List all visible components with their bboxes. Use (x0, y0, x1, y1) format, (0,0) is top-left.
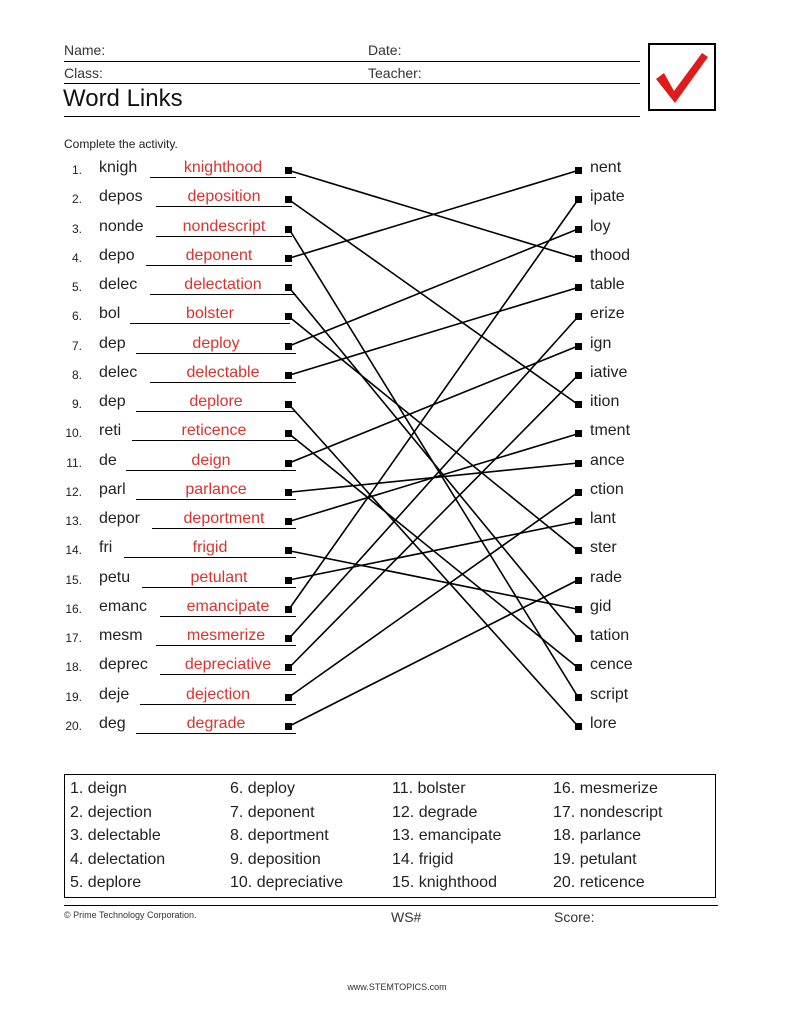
item-number: 18. (65, 660, 82, 675)
right-connector-dot[interactable] (575, 547, 582, 554)
word-bank-entry: 6. deploy (230, 780, 295, 797)
item-stem: depos (99, 188, 143, 206)
right-connector-dot[interactable] (575, 694, 582, 701)
left-connector-dot[interactable] (285, 664, 292, 671)
score-label: Score: (554, 909, 595, 925)
item-number: 16. (65, 601, 82, 616)
link-line (289, 580, 578, 726)
suffix-item: cence (590, 656, 633, 674)
item-number: 1. (71, 163, 82, 177)
word-bank-entry: 15. knighthood (392, 874, 497, 891)
answer-field[interactable]: mesmerize (156, 627, 296, 646)
right-connector-dot[interactable] (575, 606, 582, 613)
item-number: 5. (71, 280, 82, 294)
link-line (289, 522, 578, 581)
item-number: 11. (66, 455, 82, 470)
left-connector-dot[interactable] (285, 518, 292, 525)
left-connector-dot[interactable] (285, 343, 292, 350)
item-stem: nonde (99, 217, 144, 235)
left-connector-dot[interactable] (285, 460, 292, 467)
suffix-item: ster (590, 539, 617, 557)
link-line (289, 405, 578, 727)
word-bank-entry: 9. deposition (230, 850, 321, 868)
left-connector-dot[interactable] (285, 694, 292, 701)
item-number: 12. (65, 484, 82, 499)
left-connector-dot[interactable] (285, 372, 292, 379)
word-bank-entry: 10. depreciative (230, 874, 343, 891)
suffix-item: lore (590, 714, 617, 732)
item-stem: emanc (99, 597, 148, 615)
suffix-item: rade (590, 568, 623, 586)
item-stem: knigh (99, 159, 138, 176)
item-number: 20. (65, 718, 82, 733)
answer-field[interactable]: reticence (132, 422, 296, 441)
suffix-item: ipate (590, 188, 625, 206)
right-connector-dot[interactable] (575, 489, 582, 496)
answer-field[interactable]: dejection (140, 686, 296, 705)
page-title: Word Links (63, 85, 183, 112)
left-connector-dot[interactable] (285, 226, 292, 233)
suffix-item: nent (590, 159, 622, 176)
suffix-item: script (590, 685, 629, 703)
item-stem: de (99, 451, 117, 469)
item-number: 19. (65, 689, 82, 704)
word-bank-entry: 16. mesmerize (553, 780, 658, 797)
left-connector-dot[interactable] (285, 255, 292, 262)
item-stem: bol (99, 305, 121, 323)
link-line (289, 229, 578, 346)
right-connector-dot[interactable] (575, 577, 582, 584)
answer-field[interactable]: depreciative (160, 656, 296, 675)
left-connector-dot[interactable] (285, 547, 292, 554)
item-stem: delec (99, 363, 138, 381)
link-line (289, 200, 578, 405)
class-label: Class: (64, 65, 103, 81)
right-connector-dot[interactable] (575, 372, 582, 379)
word-bank-entry: 2. dejection (70, 803, 152, 821)
answer-field[interactable]: deign (126, 452, 296, 471)
suffix-item: loy (590, 217, 611, 235)
link-line (289, 375, 578, 668)
right-connector-dot[interactable] (575, 723, 582, 730)
suffix-item: ign (590, 334, 612, 352)
item-number: 15. (65, 572, 82, 587)
suffix-item: tation (590, 627, 630, 644)
right-connector-dot[interactable] (575, 167, 582, 174)
answer-field[interactable]: delectable (150, 364, 296, 383)
answer-field[interactable]: bolster (130, 305, 290, 324)
item-stem: parl (99, 480, 126, 498)
suffix-item: lant (590, 510, 616, 527)
item-stem: depor (99, 510, 140, 527)
word-bank-entry: 5. deplore (70, 874, 142, 891)
word-bank-entry: 1. deign (70, 780, 127, 797)
right-connector-dot[interactable] (575, 430, 582, 437)
item-stem: dep (99, 393, 126, 410)
left-connector-dot[interactable] (285, 313, 292, 320)
name-label: Name: (64, 42, 106, 58)
right-connector-dot[interactable] (575, 518, 582, 525)
suffix-item: ition (590, 393, 620, 410)
answer-field[interactable]: deponent (146, 247, 292, 266)
item-number: 17. (65, 631, 82, 645)
suffix-item: erize (590, 305, 625, 323)
word-bank-entry: 8. deportment (230, 827, 329, 844)
suffix-item: ction (590, 480, 624, 498)
left-connector-dot[interactable] (285, 723, 292, 730)
answer-field[interactable]: deploy (136, 335, 296, 354)
instructions: Complete the activity. (64, 137, 178, 151)
teacher-label: Teacher: (368, 65, 422, 81)
item-number: 3. (71, 221, 82, 236)
answer-field[interactable]: emancipate (160, 598, 296, 617)
word-bank-entry: 11. bolster (392, 780, 466, 797)
item-stem: deje (99, 685, 130, 703)
word-bank-entry: 19. petulant (553, 850, 637, 868)
right-connector-dot[interactable] (575, 664, 582, 671)
link-line (289, 317, 578, 639)
item-stem: mesm (99, 627, 143, 644)
answer-field[interactable]: parlance (136, 481, 296, 500)
left-connector-dot[interactable] (285, 167, 292, 174)
word-bank-entry: 12. degrade (392, 803, 478, 821)
item-number: 14. (65, 543, 82, 558)
word-bank-entry: 4. delectation (70, 850, 166, 868)
item-number: 10. (65, 426, 82, 441)
suffix-item: tment (590, 422, 631, 440)
right-connector-dot[interactable] (575, 226, 582, 233)
answer-field[interactable]: deplore (136, 393, 296, 412)
item-stem: deg (99, 714, 126, 732)
answer-field[interactable]: petulant (142, 569, 296, 588)
left-connector-dot[interactable] (285, 430, 292, 437)
item-stem: petu (99, 568, 131, 586)
word-bank-entry: 7. deponent (230, 803, 315, 821)
right-connector-dot[interactable] (575, 313, 582, 320)
left-connector-dot[interactable] (285, 401, 292, 408)
link-line (289, 288, 578, 639)
link-line (289, 317, 578, 551)
answer-field[interactable]: frigid (124, 539, 296, 558)
item-stem: fri (99, 539, 113, 557)
item-stem: delec (99, 276, 138, 293)
left-connector-dot[interactable] (285, 284, 292, 291)
website: www.STEMTOPICS.com (347, 982, 447, 992)
right-connector-dot[interactable] (575, 401, 582, 408)
link-line (289, 551, 578, 610)
word-bank-entry: 13. emancipate (392, 827, 502, 844)
left-connector-dot[interactable] (285, 489, 292, 496)
item-stem: dep (99, 334, 126, 352)
answer-field[interactable]: deposition (156, 188, 292, 207)
item-number: 13. (65, 514, 82, 528)
right-connector-dot[interactable] (575, 284, 582, 291)
left-connector-dot[interactable] (285, 577, 292, 584)
word-bank (64, 774, 716, 898)
right-connector-dot[interactable] (575, 635, 582, 642)
left-connector-dot[interactable] (285, 606, 292, 613)
right-connector-dot[interactable] (575, 460, 582, 467)
word-bank-entry: 17. nondescript (553, 803, 663, 821)
answer-field[interactable]: deportment (152, 510, 296, 529)
suffix-item: thood (590, 246, 631, 264)
item-number: 4. (71, 250, 82, 265)
item-number: 6. (71, 309, 82, 324)
item-number: 7. (71, 338, 82, 353)
suffix-item: table (590, 276, 625, 293)
suffix-item: iative (590, 363, 628, 381)
link-line (289, 200, 578, 610)
word-bank-entry: 20. reticence (553, 874, 645, 891)
answer-field[interactable]: degrade (136, 715, 296, 734)
left-connector-dot[interactable] (285, 635, 292, 642)
left-connector-dot[interactable] (285, 196, 292, 203)
right-connector-dot[interactable] (575, 255, 582, 262)
word-bank-entry: 3. delectable (70, 827, 161, 844)
right-connector-dot[interactable] (575, 343, 582, 350)
item-number: 8. (71, 367, 82, 382)
suffix-item: gid (590, 597, 612, 615)
answer-field[interactable]: delectation (150, 276, 296, 295)
right-connector-dot[interactable] (575, 196, 582, 203)
item-stem: depo (99, 246, 135, 264)
date-label: Date: (368, 42, 402, 58)
item-number: 2. (71, 192, 82, 207)
word-bank-entry: 18. parlance (553, 827, 642, 844)
word-bank-entry: 14. frigid (392, 850, 454, 868)
item-stem: deprec (99, 656, 148, 674)
ws-label: WS# (391, 909, 422, 925)
copyright: © Prime Technology Corporation. (64, 910, 197, 920)
suffix-item: ance (590, 451, 625, 469)
answer-field[interactable]: nondescript (156, 218, 292, 237)
link-line (289, 492, 578, 697)
answer-field[interactable]: knighthood (150, 159, 296, 178)
footer-rule (64, 905, 718, 906)
item-stem: reti (99, 422, 122, 440)
item-number: 9. (71, 397, 82, 411)
